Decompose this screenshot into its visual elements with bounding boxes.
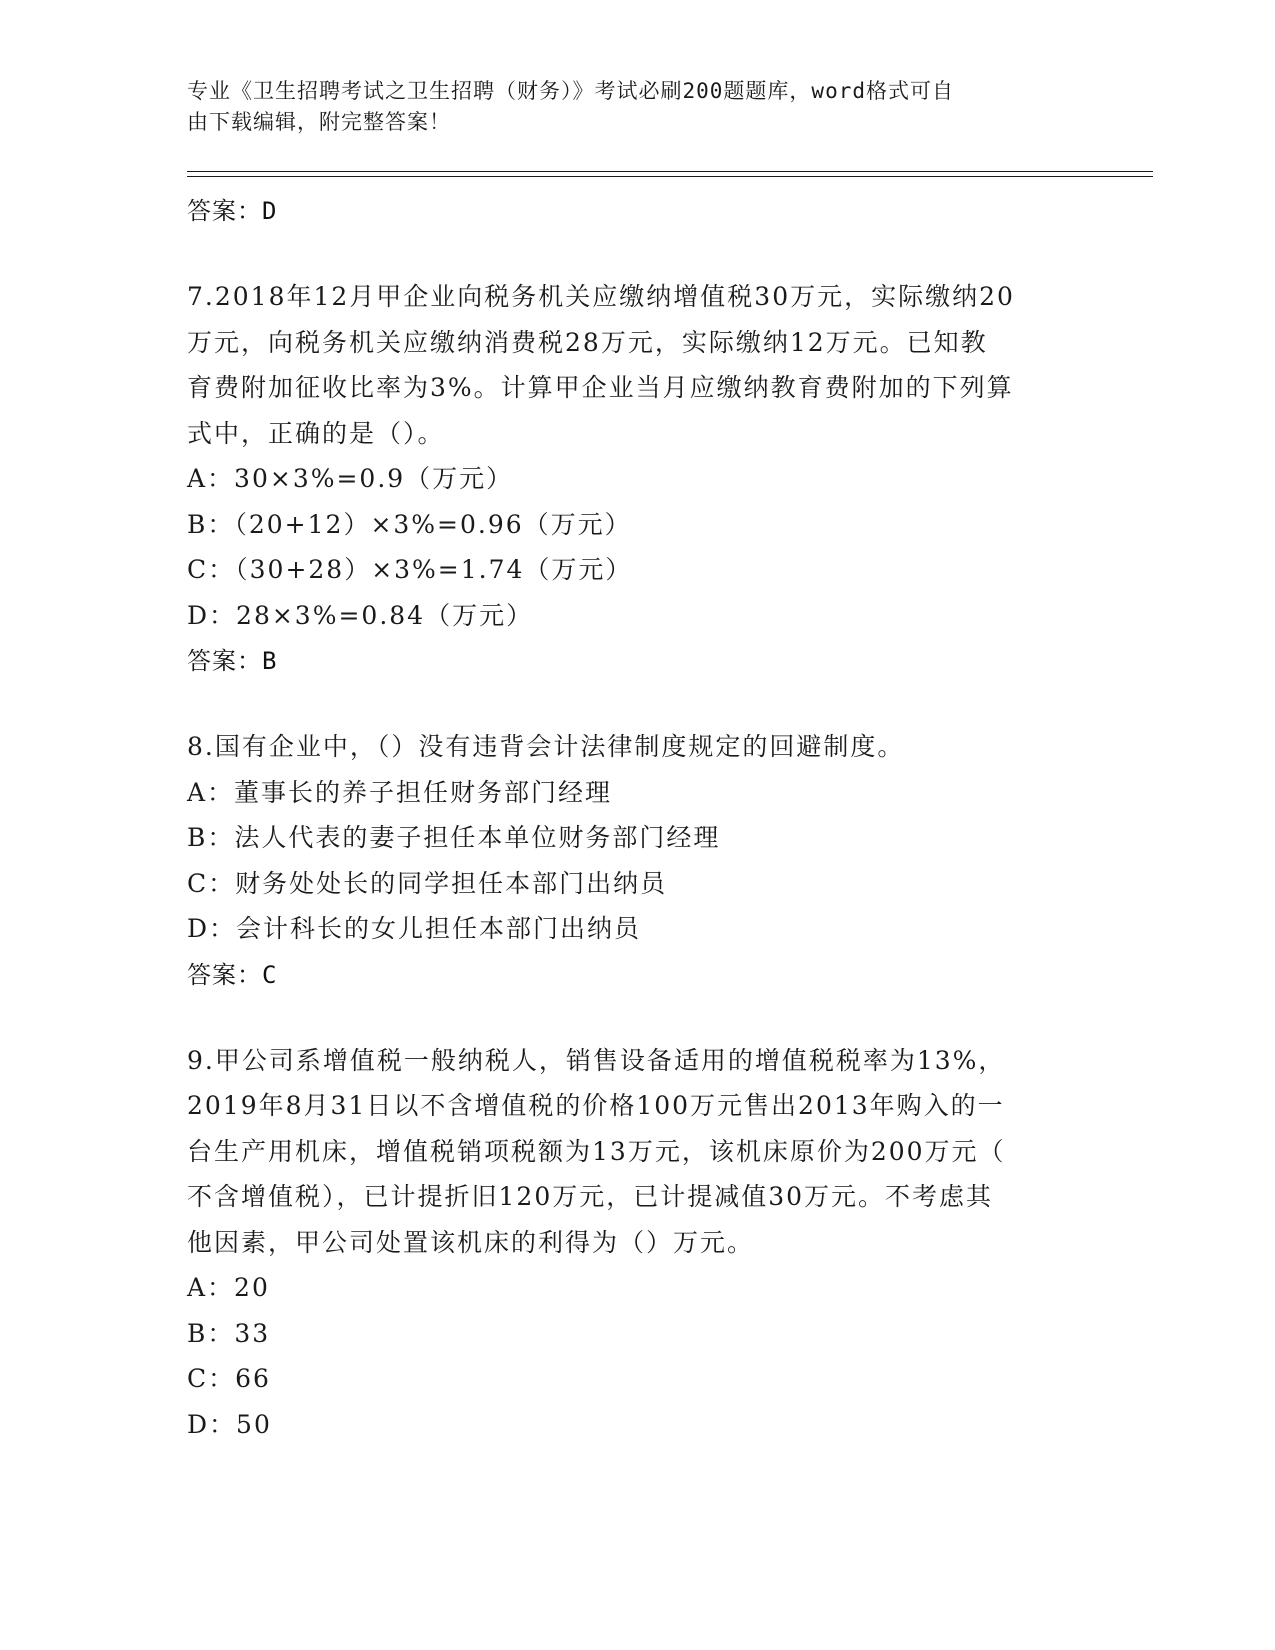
option-d: D：28×3%=0.84（万元） [187, 600, 534, 630]
answer-line: 答案：C [187, 960, 278, 989]
question-text-line: 不含增值税），已计提折旧120万元，已计提减值30万元。不考虑其 [187, 1182, 994, 1211]
question-text-line: 7.2018年12月甲企业向税务机关应缴纳增值税30万元，实际缴纳20 [187, 282, 1015, 311]
option-b: B：33 [187, 1318, 271, 1348]
header-rule-top [187, 171, 1153, 172]
question-text-line: 式中，正确的是（）。 [187, 418, 445, 448]
option-d: D：50 [187, 1409, 272, 1439]
document-header [187, 76, 1067, 138]
answer-line: 答案：D [187, 197, 278, 225]
question-text-line: 育费附加征收比率为3%。计算甲企业当月应缴纳教育费附加的下列算 [187, 373, 1014, 402]
header-line-2: 由下载编辑，附完整答案！ [187, 110, 451, 134]
question-text-line: 他因素，甲公司处置该机床的利得为（）万元。 [187, 1227, 755, 1257]
option-c: C：（30+28）×3%=1.74（万元） [187, 555, 633, 584]
option-b: B：法人代表的妻子担任本单位财务部门经理 [187, 823, 721, 852]
document-body [187, 188, 1087, 1447]
option-c: C：66 [187, 1364, 271, 1393]
option-c: C：财务处处长的同学担任本部门出纳员 [187, 868, 668, 898]
question-block [187, 1038, 1087, 1266]
question-text-line: 8.国有企业中，（）没有违背会计法律制度规定的回避制度。 [187, 732, 905, 761]
option-a: A：30×3%=0.9（万元） [187, 464, 514, 493]
question-block [187, 724, 1087, 770]
header-line-1: 专业《卫生招聘考试之卫生招聘（财务）》考试必刷200题题库，word格式可自 [187, 79, 954, 103]
question-text-line: 9.甲公司系增值税一般纳税人，销售设备适用的增值税税率为13%， [187, 1045, 1006, 1075]
option-b: B：（20+12）×3%=0.96（万元） [187, 509, 632, 539]
question-block [187, 274, 1087, 456]
question-text-line: 台生产用机床，增值税销项税额为13万元，该机床原价为200万元（ [187, 1136, 1006, 1166]
option-d: D：会计科长的女儿担任本部门出纳员 [187, 914, 642, 943]
question-text-line: 2019年8月31日以不含增值税的价格100万元售出2013年购入的一 [187, 1091, 1005, 1120]
question-text-line: 万元，向税务机关应缴纳消费税28万元，实际缴纳12万元。已知教 [187, 327, 988, 357]
header-rule-bottom [187, 176, 1153, 177]
answer-line: 答案：B [187, 647, 278, 675]
option-a: A：董事长的养子担任财务部门经理 [187, 777, 613, 807]
option-a: A：20 [187, 1273, 270, 1302]
